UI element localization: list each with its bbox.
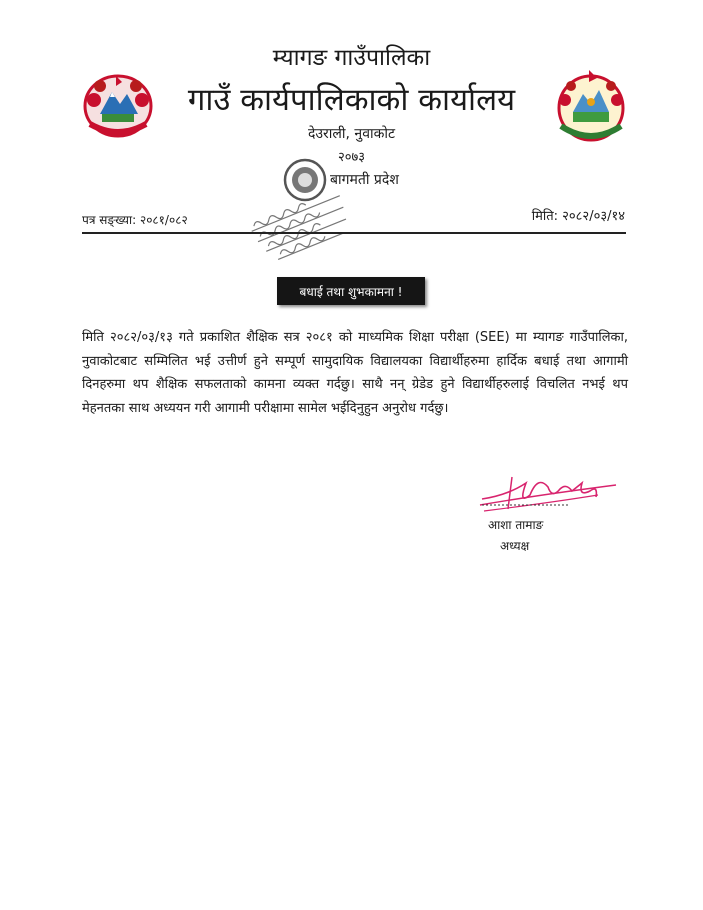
province-name: बागमती प्रदेश xyxy=(330,172,399,188)
municipality-name: म्यागङ गाउँपालिका xyxy=(272,45,431,71)
letter-body: मिति २०८२/०३/१३ गते प्रकाशित शैक्षिक सत्र २०८१ को माध्यमिक शिक्षा परीक्षा (SEE) मा म्यागङ गाउँपालिका, नुवाकोटबाट सम्मिलित भई उत्तीर्ण हुने सम्पूर्ण सामुदायिक विद्यालयका विद्यार्थीहरुमा हार्दिक बधाई तथा आगामी दिनहरुमा थप शैक्षिक सफलताको कामना व्यक्त गर्दछु। साथै नन् ग्रेडेड हुने विद्यार्थीहरुलाई विचलित नभई थप मेहनतका साथ अध्ययन गरी आगामी परीक्षामा सामेल भईदिनुहुन अनुरोध गर्दछु। xyxy=(82,330,628,416)
signatory-name: आशा तामाङ xyxy=(488,518,544,532)
office-title: गाउँ कार्यपालिकाको कार्यालय xyxy=(187,82,516,118)
reference-number: पत्र सङ्ख्या: २०८१/०८२ xyxy=(82,213,188,227)
signatory-title: अध्यक्ष xyxy=(500,539,530,553)
letter-date: मिति: २०८२/०३/१४ xyxy=(531,209,625,224)
establishment-year: २०७३ xyxy=(337,150,366,165)
office-address: देउराली, नुवाकोट xyxy=(307,126,396,142)
office-seal-stamp xyxy=(245,150,360,264)
header-divider xyxy=(82,232,626,234)
subject-banner: बधाई तथा शुभकामना ! xyxy=(277,277,425,305)
